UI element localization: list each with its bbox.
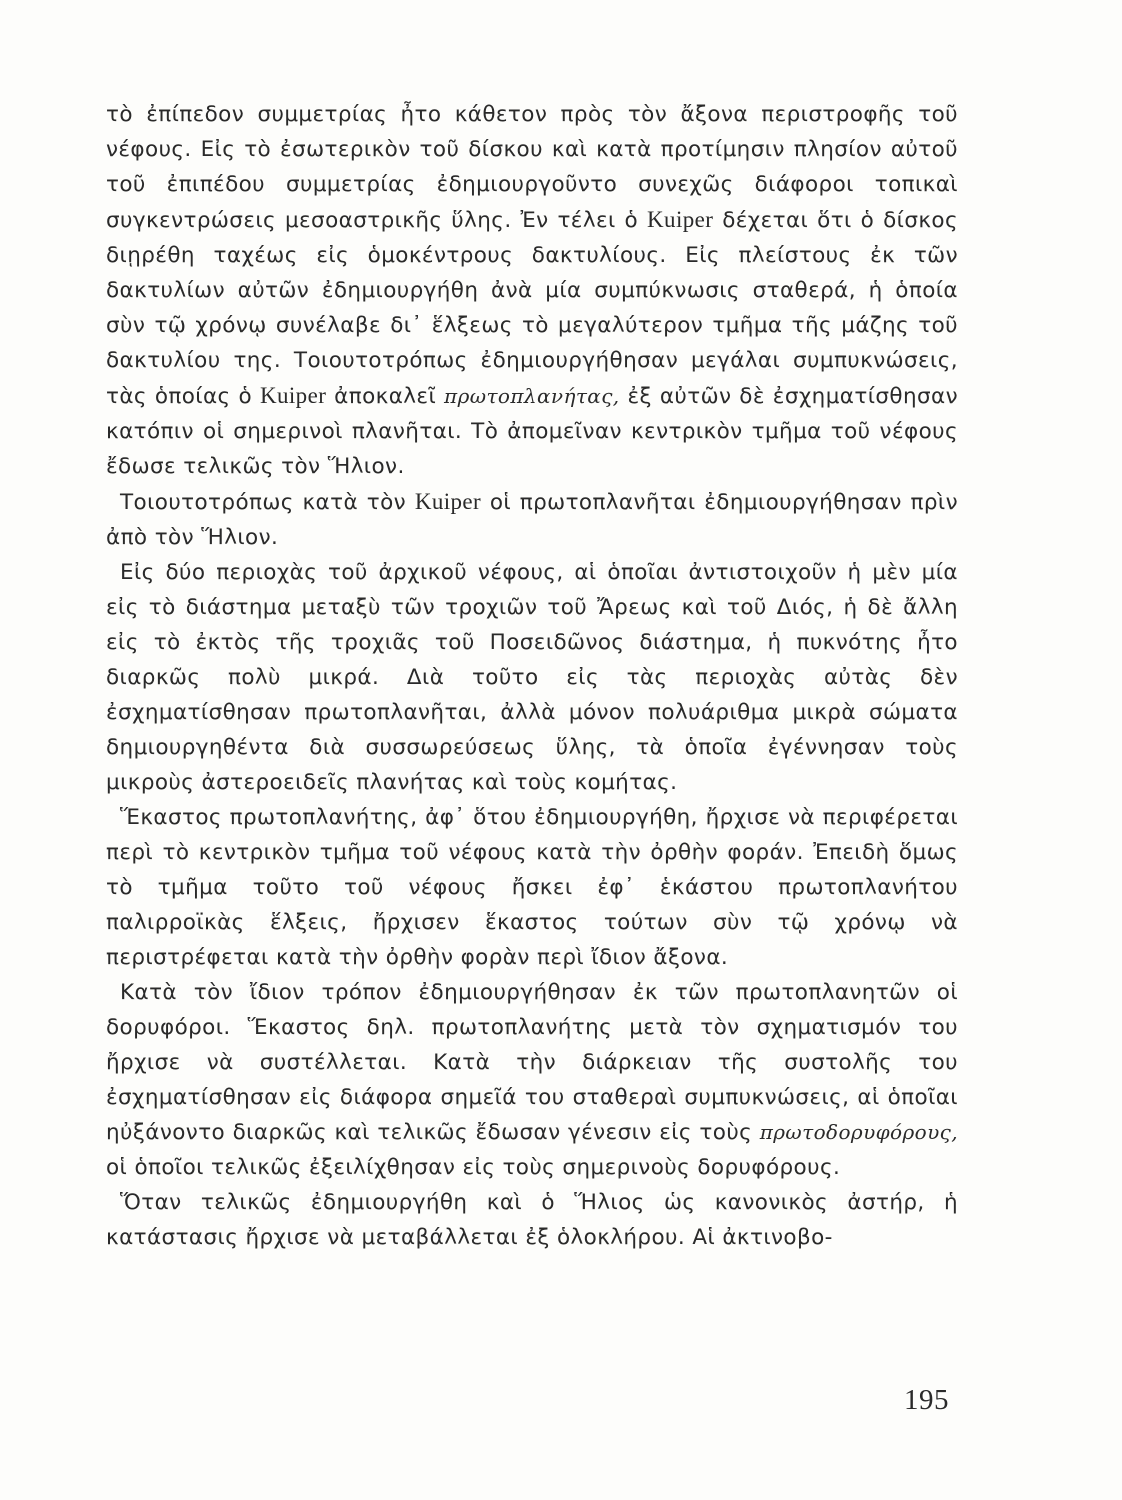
text-segment: Kuiper — [647, 207, 714, 232]
text-segment: οἱ πρωτοπλανῆται ἐδημιουργήθησαν πρὶν ἀπὸ τὸν Ἥλιον. — [106, 490, 958, 550]
paragraph — [106, 800, 958, 975]
text-segment: Εἰς δύο περιοχὰς τοῦ ἀρχικοῦ νέφους, αἱ ὁποῖαι ἀντιστοιχοῦν ἡ μὲν μία εἰς τὸ διάστημα μεταξὺ τῶν τροχιῶν τοῦ Ἄρεως καὶ τοῦ Διός, ἡ δὲ ἄλλη εἰς τὸ ἐκτὸς τῆς τροχιᾶς τοῦ Ποσειδῶνος διάστημα, ἡ πυκνότης ἦτο διαρκῶς πολὺ μικρά. Διὰ τοῦτο εἰς τὰς περιοχὰς αὐτὰς δὲν ἐσχηματίσθησαν πρωτοπλανῆται, ἀλλὰ μόνον πολυάριθμα μικρὰ σώματα δημιουργηθέντα διὰ συσσωρεύσεως ὕλης, τὰ ὁποῖα ἐγέννησαν τοὺς μικροὺς ἀστεροειδεῖς πλανήτας καὶ τοὺς κομήτας. — [106, 560, 958, 795]
paragraph — [106, 484, 958, 555]
body-text — [106, 97, 958, 1255]
paragraph — [106, 975, 958, 1185]
paragraph — [106, 555, 958, 800]
text-segment: ἐξ αὐτῶν δὲ ἐσχηματίσθησαν κατόπιν οἱ σημερινοὶ πλανῆται. Τὸ ἀπομεῖναν κεντρικὸν τμῆμα τοῦ νέφους ἔδωσε τελικῶς τὸν Ἥλιον. — [106, 384, 958, 479]
text-segment: τὸ ἐπίπεδον συμμετρίας ἦτο κάθετον πρὸς τὸν ἄξονα περιστροφῆς τοῦ νέφους. Εἰς τὸ ἐσωτερικὸν τοῦ δίσκου καὶ κατὰ προτίμησιν πλησίον αὐτοῦ τοῦ ἐπιπέδου συμμετρίας ἐδημιουργοῦντο συνεχῶς διάφοροι τοπικαὶ συγκεντρώσεις μεσοαστρικῆς ὕλης. Ἐν τέλει ὁ — [106, 102, 958, 233]
emphasized-term: πρωτοπλανήτας, — [444, 384, 620, 408]
paragraph — [106, 1185, 958, 1255]
page-number: 195 — [904, 1384, 949, 1416]
text-segment: Kuiper — [414, 489, 482, 514]
text-segment: ἀποκαλεῖ — [326, 384, 445, 409]
text-segment: οἱ ὁποῖοι τελικῶς ἐξειλίχθησαν εἰς τοὺς σημερινοὺς δορυφόρους. — [106, 1155, 841, 1180]
emphasized-term: πρωτοδορυφόρους, — [759, 1120, 958, 1144]
text-segment: Kuiper — [259, 383, 327, 408]
text-segment: δέχεται ὅτι ὁ δίσκος διῃρέθη ταχέως εἰς ὁμοκέντρους δακτυλίους. Εἰς πλείστους ἐκ τῶν δακτυλίων αὐτῶν ἐδημιουργήθη ἀνὰ μία συμπύκνωσις σταθερά, ἡ ὁποία σὺν τῷ χρόνῳ συνέλαβε δι᾽ ἕλξεως τὸ μεγαλύτερον τμῆμα τῆς μάζης τοῦ δακτυλίου της. Τοιουτοτρόπως ἐδημιουργήθησαν μεγάλαι συμπυκνώσεις, τὰς ὁποίας ὁ — [106, 208, 958, 409]
text-segment: Κατὰ τὸν ἴδιον τρόπον ἐδημιουργήθησαν ἐκ τῶν πρωτοπλανητῶν οἱ δορυφόροι. Ἕκαστος δηλ. πρωτοπλανήτης μετὰ τὸν σχηματισμόν του ἤρχισε νὰ συστέλλεται. Κατὰ τὴν διάρκειαν τῆς συστολῆς του ἐσχηματίσθησαν εἰς διάφορα σημεῖά του σταθεραὶ συμπυκνώσεις, αἱ ὁποῖαι ηὐξάνοντο διαρκῶς καὶ τελικῶς ἔδωσαν γένεσιν εἰς τοὺς — [106, 980, 958, 1145]
paragraph — [106, 97, 958, 484]
text-segment: Ἕκαστος πρωτοπλανήτης, ἀφ᾽ ὅτου ἐδημιουργήθη, ἤρχισε νὰ περιφέρεται περὶ τὸ κεντρικὸν τμῆμα τοῦ νέφους κατὰ τὴν ὀρθὴν φοράν. Ἐπειδὴ ὅμως τὸ τμῆμα τοῦτο τοῦ νέφους ἤσκει ἐφ᾽ ἑκάστου πρωτοπλανήτου παλιρροϊκὰς ἕλξεις, ἤρχισεν ἕκαστος τούτων σὺν τῷ χρόνῳ νὰ περιστρέφεται κατὰ τὴν ὀρθὴν φορὰν περὶ ἴδιον ἄξονα. — [106, 805, 958, 970]
text-segment: Τοιουτοτρόπως κατὰ τὸν — [120, 490, 415, 515]
text-segment: Ὅταν τελικῶς ἐδημιουργήθη καὶ ὁ Ἥλιος ὡς κανονικὸς ἀστήρ, ἡ κατάστασις ἤρχισε νὰ μεταβάλλεται ἐξ ὁλοκλήρου. Αἱ ἀκτινοβο- — [106, 1190, 958, 1250]
